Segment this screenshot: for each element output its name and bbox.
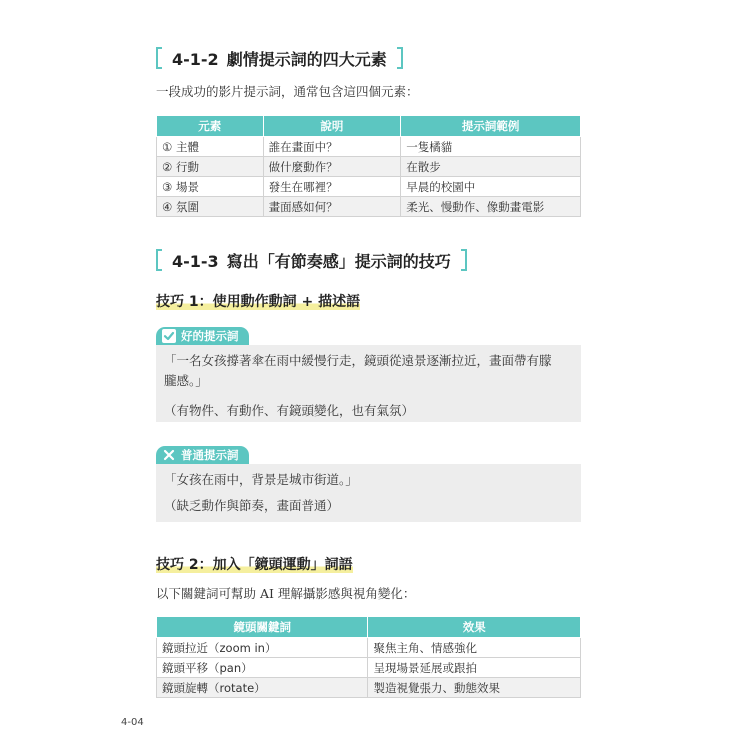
table-row xyxy=(157,157,581,177)
intro-paragraph-1: 一段成功的影片提示詞，通常包含這四個元素： xyxy=(156,84,419,99)
table-cell: ④ 氛圍 xyxy=(157,197,264,217)
table-row xyxy=(157,638,581,658)
camera-keywords-table xyxy=(156,616,581,698)
table-row xyxy=(157,137,581,157)
right-bracket xyxy=(461,249,467,271)
table-cell: 畫面感如何？ xyxy=(263,197,401,217)
table-cell: 呈現場景延展或跟拍 xyxy=(368,658,581,678)
table-cell: 做什麼動作？ xyxy=(263,157,401,177)
table-cell: 鏡頭旋轉（rotate） xyxy=(157,678,368,698)
table-header: 提示詞範例 xyxy=(401,116,581,137)
table-cell: ② 行動 xyxy=(157,157,264,177)
good-prompt-line: 「一名女孩撐著傘在雨中緩慢行走，鏡頭從遠景逐漸拉近，畫面帶有朦 xyxy=(164,353,552,368)
table-cell: 在散步 xyxy=(401,157,581,177)
table-cell: 鏡頭平移（pan） xyxy=(157,658,368,678)
section-number: 4-1-3 xyxy=(172,251,219,271)
table-row xyxy=(157,658,581,678)
tip-2-highlight: 「鏡頭運動」詞語 xyxy=(240,557,353,573)
table-cell: 早晨的校園中 xyxy=(401,177,581,197)
normal-prompt-tag xyxy=(156,446,249,464)
good-prompt-note: （有物件、有動作、有鏡頭變化，也有氣氛） xyxy=(164,403,415,418)
section-title: 劇情提示詞的四大元素 xyxy=(226,49,387,69)
tip-1-title: 技巧 1：使用動作動詞 + 描述語 xyxy=(156,294,361,310)
table-row xyxy=(157,197,581,217)
table-row xyxy=(157,678,581,698)
table-cell: 鏡頭拉近（zoom in） xyxy=(157,638,368,658)
section-title: 寫出「有節奏感」提示詞的技巧 xyxy=(226,251,451,271)
page-number: 4-04 xyxy=(121,717,144,728)
normal-prompt-note: （缺乏動作與節奏，畫面普通） xyxy=(164,498,340,513)
table-header: 元素 xyxy=(157,116,264,137)
table-cell: 聚焦主角、情感強化 xyxy=(368,638,581,658)
table-header: 效果 xyxy=(368,617,581,638)
table-header: 鏡頭關鍵詞 xyxy=(157,617,368,638)
table-cell: 一隻橘貓 xyxy=(401,137,581,157)
elements-table xyxy=(156,115,581,217)
table-cell: 誰在畫面中？ xyxy=(263,137,401,157)
section-number: 4-1-2 xyxy=(172,49,219,69)
table-cell: ① 主體 xyxy=(157,137,264,157)
table-cell: 發生在哪裡？ xyxy=(263,177,401,197)
good-prompt-tag xyxy=(156,327,249,345)
normal-prompt-tag-label: 普通提示詞 xyxy=(181,448,239,462)
intro-paragraph-2: 以下關鍵詞可幫助 AI 理解攝影感與視角變化： xyxy=(156,586,416,601)
table-cell: 柔光、慢動作、像動畫電影 xyxy=(401,197,581,217)
table-cell: 製造視覺張力、動態效果 xyxy=(368,678,581,698)
tip-2-prefix: 技巧 2：加入 xyxy=(156,557,241,573)
tip-1-heading xyxy=(156,291,360,311)
tip-2-heading xyxy=(156,554,353,574)
normal-prompt-box xyxy=(156,464,581,522)
table-cell: ③ 場景 xyxy=(157,177,264,197)
left-bracket xyxy=(156,249,162,271)
table-header-row xyxy=(157,116,581,137)
checkbox-icon xyxy=(162,329,176,343)
section-heading-4-1-3 xyxy=(156,248,467,272)
good-prompt-tag-label: 好的提示詞 xyxy=(181,329,239,343)
table-header: 說明 xyxy=(263,116,401,137)
right-bracket xyxy=(397,47,403,69)
normal-prompt-line: 「女孩在雨中，背景是城市街道。」 xyxy=(164,472,358,487)
good-prompt-box xyxy=(156,345,581,422)
table-header-row xyxy=(157,617,581,638)
section-heading-4-1-2 xyxy=(156,46,403,70)
good-prompt-line: 朧感。」 xyxy=(164,373,208,388)
cross-icon xyxy=(162,448,176,462)
table-row xyxy=(157,177,581,197)
left-bracket xyxy=(156,47,162,69)
